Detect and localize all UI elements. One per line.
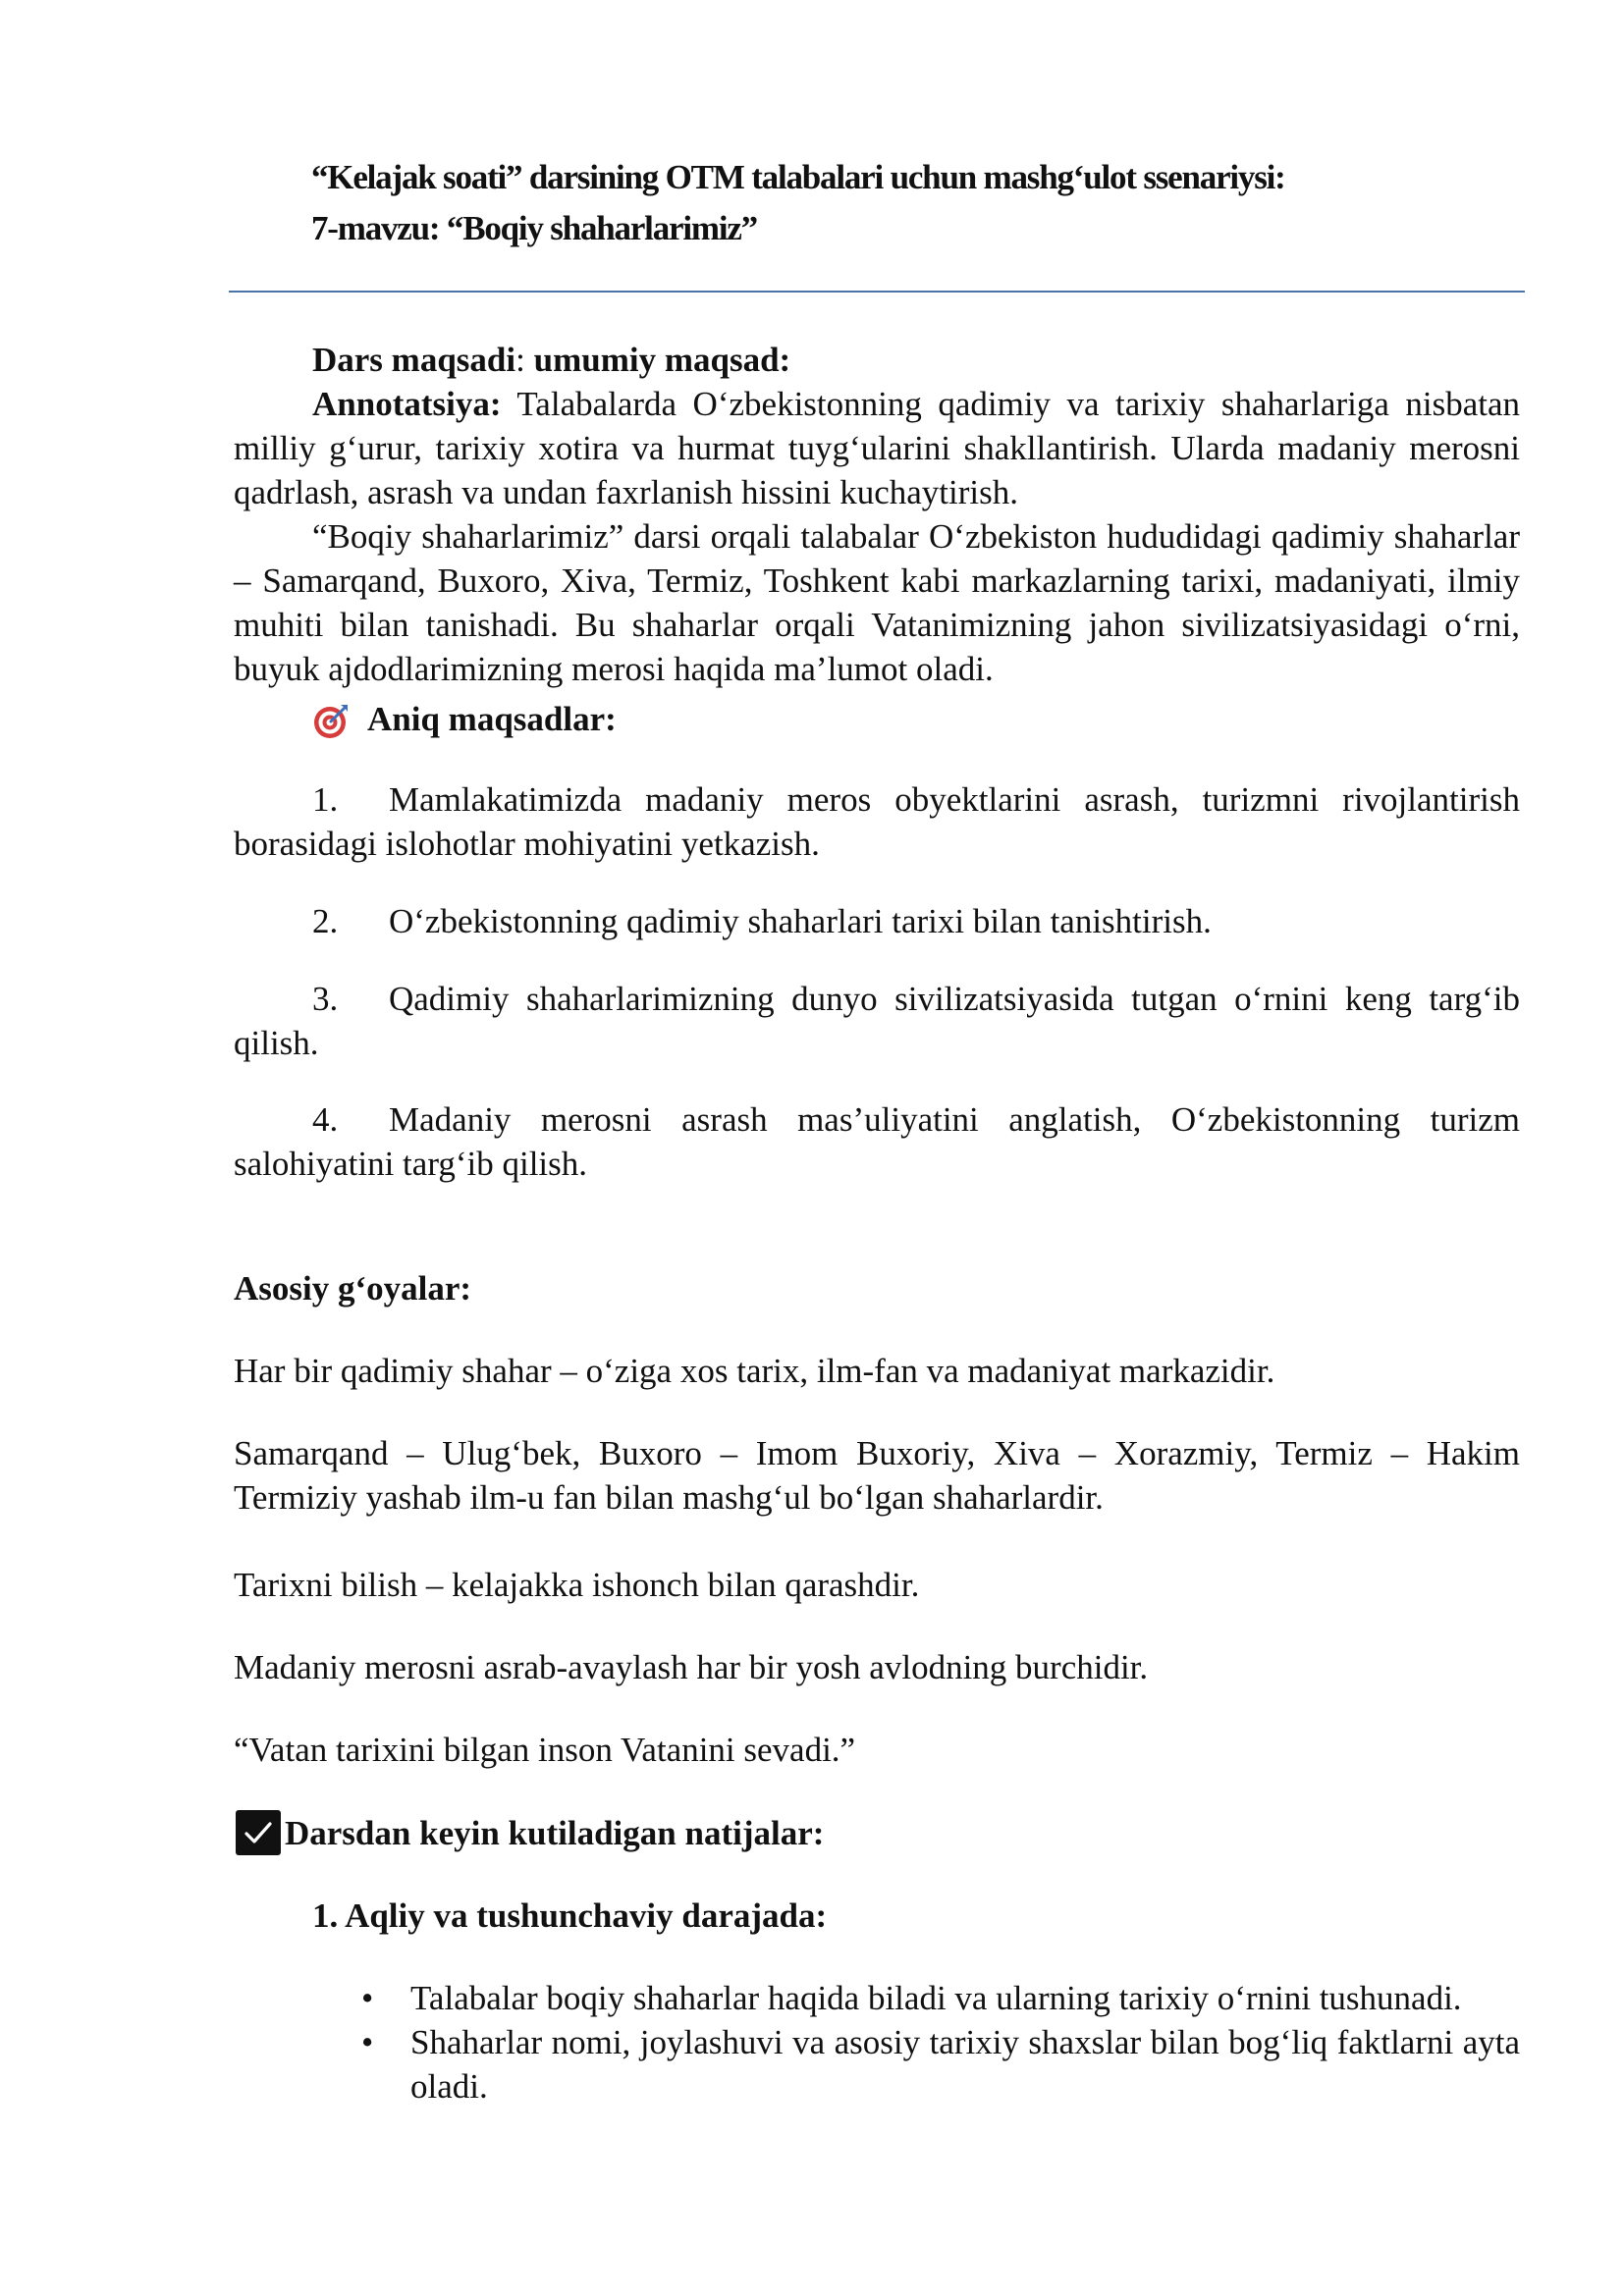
expected-results-title: Darsdan keyin kutiladigan natijalar: [285, 1813, 825, 1852]
objective-item [234, 899, 1520, 943]
objective-number: 1. [312, 780, 339, 819]
results-level-heading: 1. Aqliy va tushunchaviy darajada: [312, 1896, 828, 1935]
annotation-paragraph-2: “Boqiy shaharlarimiz” darsi orqali talabalar O‘zbekiston hududidagi qadimiy shaharlar – Samarqand, Buxoro, Xiva, Termiz, Toshkent kabi markazlarning tarixi, madaniyati, ilmiy muhiti bilan tanishadi. Bu shaharlar orqali Vatanimizning jahon sivilizatsiyasidagi o‘rni, buyuk ajdodlarimizning merosi haqida ma’lumot oladi. [234, 517, 1520, 688]
bullet-icon: • [361, 2023, 374, 2061]
checkmark-icon [236, 1810, 281, 1855]
bullet-icon: • [361, 1979, 374, 2017]
objective-text: Mamlakatimizda madaniy meros obyektlarini asrash, turizmni rivojlantirish borasidagi islohotlar mohiyatini yetkazish. [234, 780, 1520, 863]
concrete-goals-heading [312, 697, 1520, 741]
objective-text: Madaniy merosni asrash mas’uliyatini anglatish, O‘zbekistonning turizm salohiyatini targ‘ib qilish. [234, 1100, 1520, 1183]
annotation-label: Annotatsiya: [312, 385, 502, 423]
target-icon [312, 703, 350, 740]
expected-results-heading [236, 1810, 1522, 1855]
main-idea: Har bir qadimiy shahar – o‘ziga xos tarix, ilm-fan va madaniyat markazidir. [234, 1352, 1275, 1390]
main-idea: Madaniy merosni asrab-avaylash har bir yosh avlodning burchidir. [234, 1648, 1149, 1686]
annotation-paragraph [234, 382, 1520, 514]
list-item [361, 1976, 1520, 2020]
goal-value: umumiy maqsad: [533, 341, 791, 379]
list-item [361, 2020, 1520, 2109]
main-ideas-heading: Asosiy g‘oyalar: [234, 1269, 472, 1308]
objective-text: O‘zbekistonning qadimiy shaharlari tarixi bilan tanishtirish. [389, 902, 1212, 940]
objective-item [234, 977, 1520, 1065]
objective-text: Qadimiy shaharlarimizning dunyo sivilizatsiyasida tutgan o‘rnini keng targ‘ib qilish. [234, 980, 1520, 1062]
header-topic-line: 7-mavzu: “Boqiy shaharlarimiz” [311, 209, 757, 247]
objective-item [234, 777, 1520, 866]
goal-label: Dars maqsadi [312, 341, 516, 379]
results-bullet-list [361, 1976, 1520, 2109]
main-idea: Tarixni bilish – kelajakka ishonch bilan qarashdir. [234, 1566, 920, 1604]
annotation-section [234, 382, 1520, 691]
annotation-text: Talabalarda O‘zbekistonning qadimiy va tarixiy shaharlariga nisbatan milliy g‘urur, tarixiy xotira va hurmat tuyg‘ularini shakllantirish. Ularda madaniy merosni qadrlash, asrash va undan faxrlanish hissini kuchaytirish. [234, 385, 1520, 511]
objective-number: 2. [312, 902, 339, 940]
bullet-text: Talabalar boqiy shaharlar haqida biladi va ularning tarixiy o‘rnini tushunadi. [410, 1979, 1462, 2017]
bullet-text: Shaharlar nomi, joylashuvi va asosiy tarixiy shaxslar bilan bog‘liq faktlarni ayta oladi. [410, 2023, 1520, 2106]
header-title-line: “Kelajak soati” darsining OTM talabalari uchun mashg‘ulot ssenariysi: [311, 158, 1285, 196]
objective-number: 4. [312, 1100, 339, 1139]
document-header [311, 152, 1489, 254]
header-divider [229, 291, 1525, 293]
objective-item [234, 1097, 1520, 1186]
main-idea-quote: “Vatan tarixini bilgan inson Vatanini sevadi.” [234, 1731, 856, 1769]
objective-number: 3. [312, 980, 339, 1018]
concrete-goals-title: Aniq maqsadlar: [367, 700, 617, 738]
lesson-goal [312, 338, 1520, 382]
main-idea: Samarqand – Ulug‘bek, Buxoro – Imom Buxoriy, Xiva – Xorazmiy, Termiz – Hakim Termiziy yashab ilm-u fan bilan mashg‘ul bo‘lgan shaharlardir. [234, 1434, 1520, 1517]
goal-separator: : [515, 341, 534, 379]
